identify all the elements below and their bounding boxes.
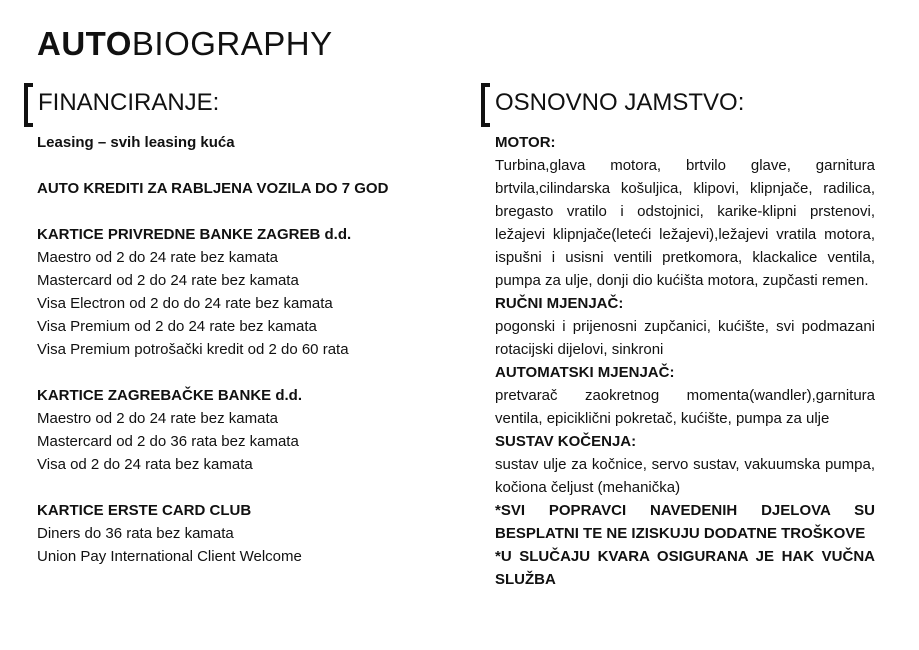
warranty-note-free-repairs: *SVI POPRAVCI NAVEDENIH DJELOVA SU BESPLATNI TE NE IZISKUJU DODATNE TROŠKOVE <box>495 502 875 542</box>
section-bracket-left <box>24 83 33 127</box>
warranty-column <box>495 131 875 591</box>
list-item: Maestro od 2 do 24 rate bez kamata <box>37 410 278 427</box>
list-item: Diners do 36 rata bez kamata <box>37 525 234 542</box>
list-item: Visa od 2 do 24 rata bez kamata <box>37 456 253 473</box>
card-group-zaba <box>37 384 437 476</box>
warranty-text-automatic: pretvarač zaokretnog momenta(wandler),garnitura ventila, epiciklični pokretač, kućište, pumpa za ulje <box>495 387 875 427</box>
warranty-heading-brakes: SUSTAV KOČENJA: <box>495 433 637 450</box>
warranty-heading-motor: MOTOR: <box>495 134 556 151</box>
brand-bold: AUTO <box>37 25 132 62</box>
list-item: Visa Premium potrošački kredit od 2 do 60 rata <box>37 341 349 358</box>
list-item: Visa Electron od 2 do do 24 rate bez kamata <box>37 295 333 312</box>
list-item: Mastercard od 2 do 24 rate bez kamata <box>37 272 299 289</box>
card-group-heading: KARTICE PRIVREDNE BANKE ZAGREB d.d. <box>37 226 352 243</box>
warranty-heading-manual: RUČNI MJENJAČ: <box>495 295 624 312</box>
warranty-heading-automatic: AUTOMATSKI MJENJAČ: <box>495 364 675 381</box>
brand-logo <box>37 24 333 64</box>
list-item: Visa Premium od 2 do 24 rate bez kamata <box>37 318 317 335</box>
warranty-text-brakes: sustav ulje za kočnice, servo sustav, vakuumska pumpa, kočiona čeljust (mehanička) <box>495 456 875 496</box>
warranty-text-manual: pogonski i prijenosni zupčanici, kućište, svi podmazani rotacijski dijelovi, sinkroni <box>495 318 875 358</box>
card-group-pbz <box>37 223 437 361</box>
card-group-heading: KARTICE ERSTE CARD CLUB <box>37 502 252 519</box>
financing-column <box>37 131 437 568</box>
card-group-erste <box>37 499 437 568</box>
brand-regular: BIOGRAPHY <box>131 25 333 62</box>
list-item: Maestro od 2 do 24 rate bez kamata <box>37 249 278 266</box>
list-item: Mastercard od 2 do 36 rata bez kamata <box>37 433 299 450</box>
list-item: Union Pay International Client Welcome <box>37 548 302 565</box>
warranty-text-motor: Turbina,glava motora, brtvilo glave, garnitura brtvila,cilindarska košuljica, klipovi, klipnjače, radilica, bregasto vratilo i odstojnici, karike-klipni prstenovi, ležajevi klipnjače(leteći ležajevi),ležajevi vratila motora, ispušni i usisni ventili pretkomora, klackalice ventila, pumpa za ulje, donji dio kućišta motora, zupčasti remen. <box>495 157 875 289</box>
section-bracket-right <box>481 83 490 127</box>
leasing-line: Leasing – svih leasing kuća <box>37 134 235 151</box>
card-group-heading: KARTICE ZAGREBAČKE BANKE d.d. <box>37 387 302 404</box>
financing-title: FINANCIRANJE: <box>38 89 220 116</box>
warranty-title: OSNOVNO JAMSTVO: <box>495 89 745 116</box>
credit-line: AUTO KREDITI ZA RABLJENA VOZILA DO 7 GOD <box>37 180 389 197</box>
warranty-note-towing: *U SLUČAJU KVARA OSIGURANA JE HAK VUČNA SLUŽBA <box>495 548 875 588</box>
